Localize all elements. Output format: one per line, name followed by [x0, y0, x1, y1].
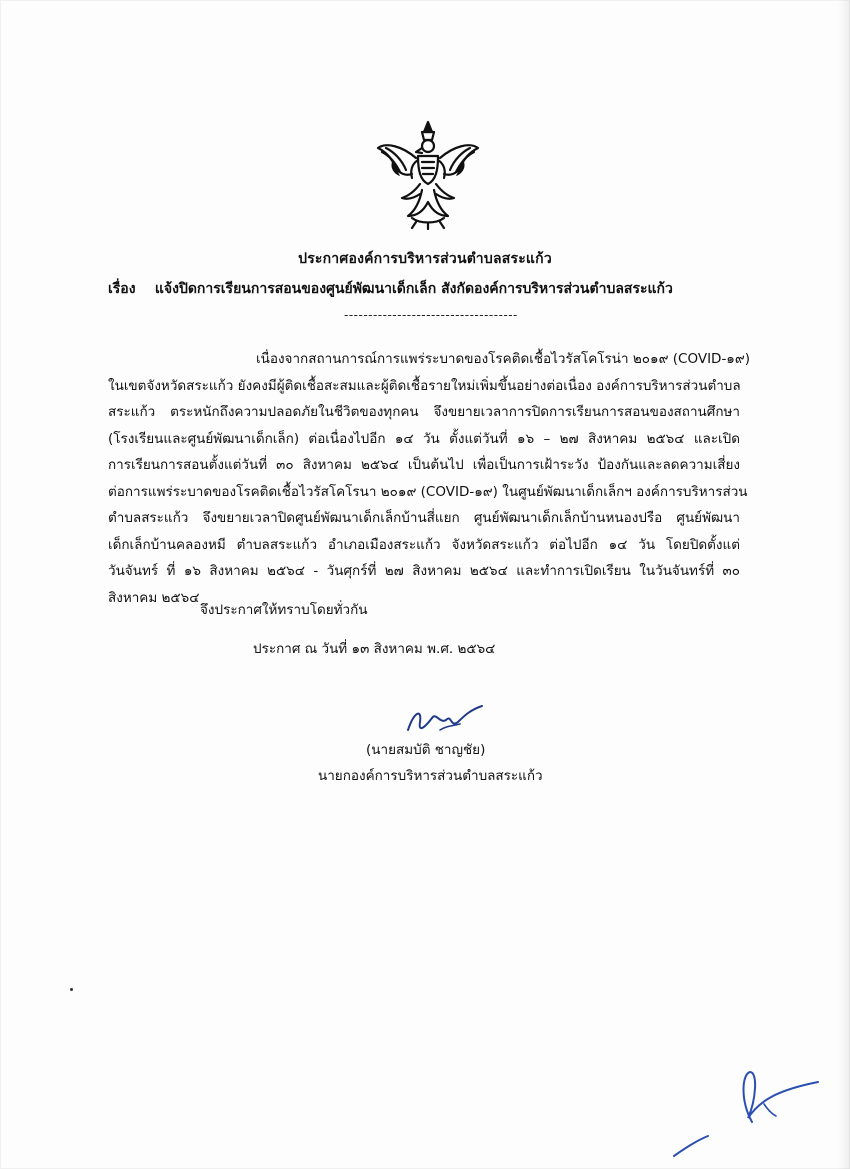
body-line: (โรงเรียนและศูนย์พัฒนาเด็กเล็ก) ต่อเนื่องไปอีก ๑๔ วัน ตั้งแต่วันที่ ๑๖ – ๒๗ สิงหาคม ๒๕๖๔ และเปิด — [108, 430, 740, 447]
subject-label: เรื่อง — [108, 281, 136, 297]
garuda-emblem-icon — [372, 118, 484, 230]
signer-title: นายกองค์การบริหารส่วนตำบลสระแก้ว — [318, 768, 543, 784]
body-line: สิงหาคม ๒๕๖๔ — [108, 589, 200, 606]
body-line: การเรียนการสอนตั้งแต่วันที่ ๓๐ สิงหาคม ๒๕๖๔ เป็นต้นไป เพื่อเป็นการเฝ้าระวัง ป้องกันและลดความเสี่ยง — [108, 457, 740, 473]
body-line: ต่อการแพร่ระบาดของโรคติดเชื้อไวรัสโคโรนา ๒๐๑๙ (COVID-๑๙) ในศูนย์พัฒนาเด็กเล็กฯ องค์การบริหารส่วน — [108, 483, 748, 500]
signer-name: (นายสมบัติ ชาญชัย) — [366, 742, 486, 758]
body-line: ตำบลสระแก้ว จึงขยายเวลาปิดศูนย์พัฒนาเด็กเล็กบ้านสี่แยก ศูนย์พัฒนาเด็กเล็กบ้านหนองปรือ ศูนย์พัฒนา — [108, 510, 740, 526]
body-line: เนื่องจากสถานการณ์การแพร่ระบาดของโรคติดเชื้อไวรัสโคโรน่า ๒๐๑๙ (COVID-๑๙) — [256, 351, 751, 367]
signature-scribble — [400, 700, 490, 740]
date-line: ประกาศ ณ วันที่ ๑๓ สิงหาคม พ.ศ. ๒๕๖๔ — [253, 641, 496, 657]
body-paragraph — [108, 346, 751, 611]
body-line: สระแก้ว ตระหนักถึงความปลอดภัยในชีวิตของทุกคน จึงขยายเวลาการปิดการเรียนการสอนของสถานศึกษา — [108, 404, 740, 420]
page-edge-shadow — [838, 0, 850, 1169]
body-line: ในเขตจังหวัดสระแก้ว ยังคงมีผู้ติดเชื้อสะสมและผู้ติดเชื้อรายใหม่เพิ่มขึ้นอย่างต่อเนื่อง องค์การบริหารส่วนตำบล — [108, 377, 741, 394]
body-line: วันจันทร์ ที่ ๑๖ สิงหาคม ๒๕๖๔ - วันศุกร์ที่ ๒๗ สิงหาคม ๒๕๖๔ และทำการเปิดเรียน ในวันจันทร์ที่ ๓๐ — [108, 563, 740, 579]
title-separator: ------------------------------------ — [344, 308, 518, 322]
subject-text: แจ้งปิดการเรียนการสอนของศูนย์พัฒนาเด็กเล็ก สังกัดองค์การบริหารส่วนตำบลสระแก้ว — [154, 281, 673, 297]
body-line: เด็กเล็กบ้านคลองหมี ตำบลสระแก้ว อำเภอเมืองสระแก้ว จังหวัดสระแก้ว ต่อไปอีก ๑๔ วัน โดยปิดตั้งแต่ — [108, 536, 740, 553]
subject-line — [108, 278, 673, 300]
handwritten-initial — [668, 1060, 828, 1160]
announcement-line: จึงประกาศให้ทราบโดยทั่วกัน — [200, 602, 368, 618]
stray-mark — [70, 988, 73, 991]
document-title: ประกาศองค์การบริหารส่วนตำบลสระแก้ว — [298, 251, 552, 267]
